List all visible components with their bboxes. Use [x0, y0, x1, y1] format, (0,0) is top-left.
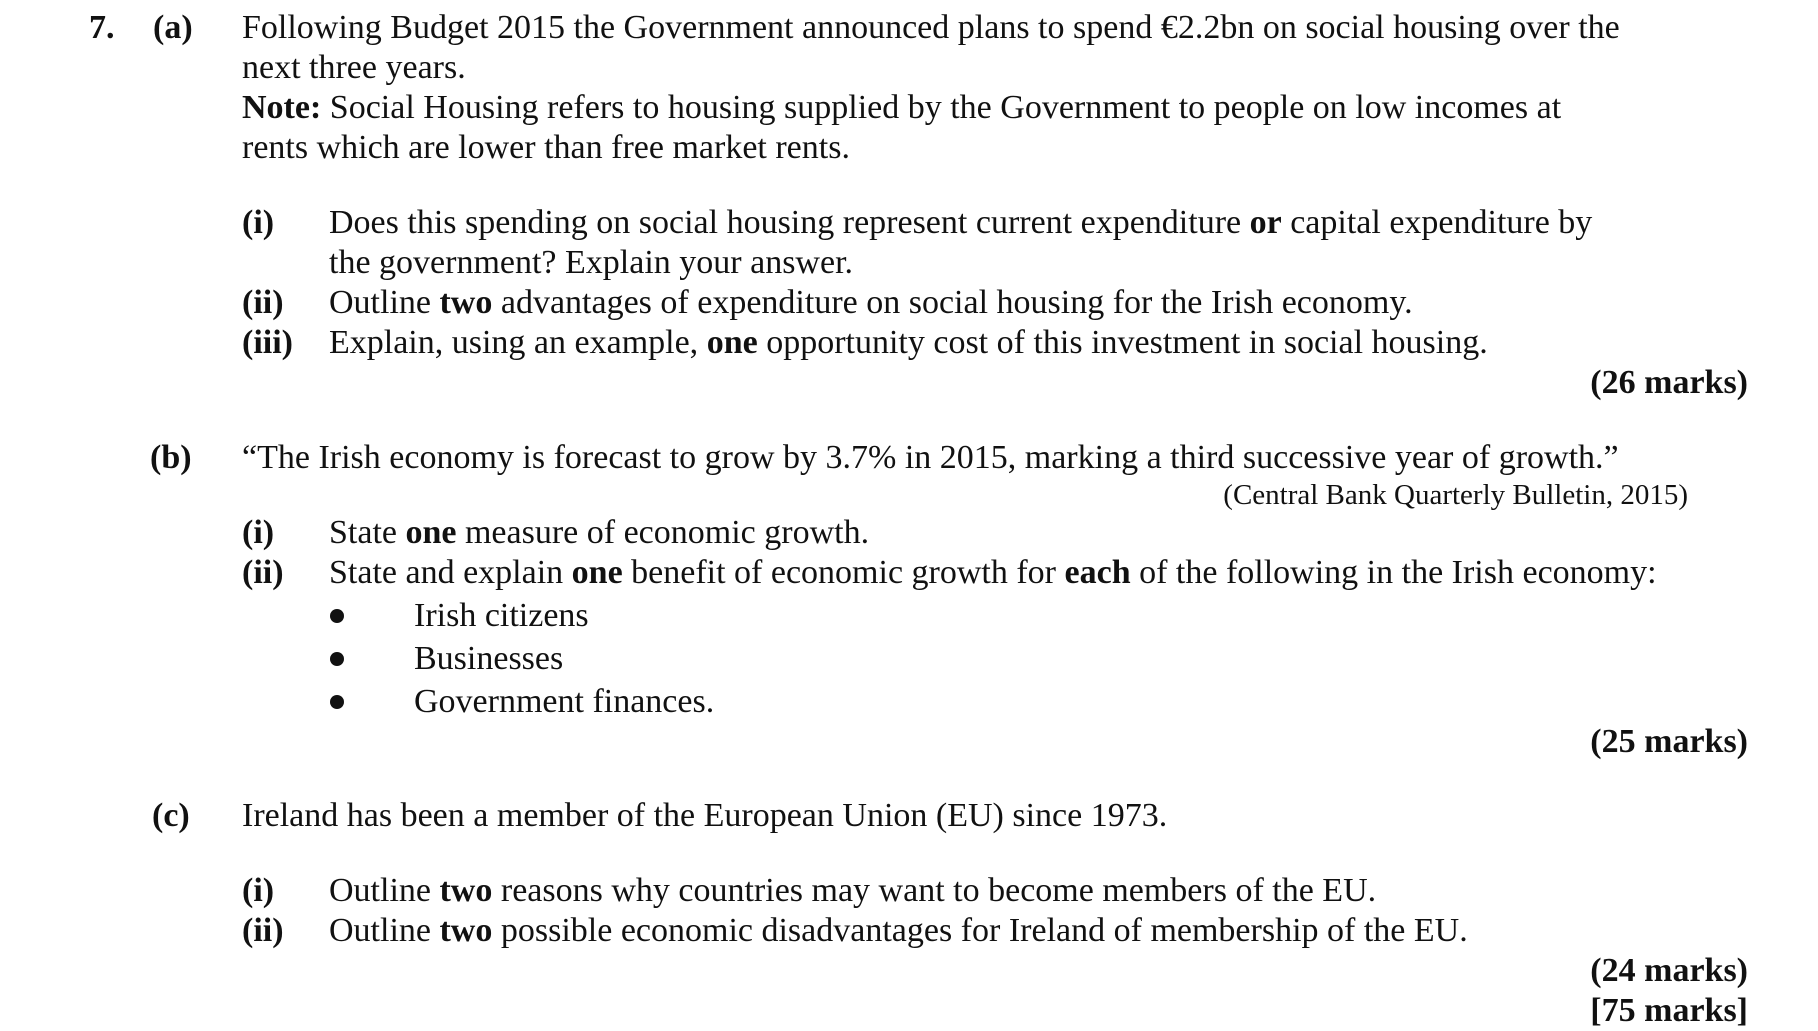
part-a-label: (a) [153, 9, 193, 46]
part-b-bullet-2: Businesses [414, 640, 564, 677]
part-b-sub-i-label: (i) [242, 514, 275, 551]
part-a-sub-i-line-1: Does this spending on social housing represent current expenditure or capital expenditure by [329, 204, 1593, 241]
part-b-sub-ii-line-1: State and explain one benefit of economic growth for each of the following in the Irish economy: [329, 554, 1657, 591]
part-a-sub-iii-line-1: Explain, using an example, one opportunity cost of this investment in social housing. [329, 324, 1488, 361]
question-number: 7. [89, 9, 115, 46]
total-marks: [75 marks] [1590, 992, 1748, 1029]
part-c-intro: Ireland has been a member of the European Union (EU) since 1973. [242, 797, 1168, 834]
part-b-quote: “The Irish economy is forecast to grow by 3.7% in 2015, marking a third successive year of growth.” [242, 439, 1619, 476]
part-a-note-line-2: rents which are lower than free market rents. [242, 129, 850, 166]
part-a-marks: (26 marks) [1590, 364, 1748, 401]
part-c-sub-ii-line-1: Outline two possible economic disadvantages for Ireland of membership of the EU. [329, 912, 1468, 949]
part-b-label: (b) [150, 439, 192, 476]
part-a-intro-line-1: Following Budget 2015 the Government announced plans to spend €2.2bn on social housing over the [242, 9, 1620, 46]
part-a-sub-ii-line-1: Outline two advantages of expenditure on social housing for the Irish economy. [329, 284, 1413, 321]
part-a-sub-iii-label: (iii) [242, 324, 293, 361]
part-c-sub-i-label: (i) [242, 872, 275, 909]
part-b-source: (Central Bank Quarterly Bulletin, 2015) [1223, 479, 1688, 511]
part-a-sub-ii-label: (ii) [242, 284, 284, 321]
bullet-icon [330, 609, 344, 623]
part-a-intro-line-2: next three years. [242, 49, 466, 86]
part-b-bullet-1: Irish citizens [414, 597, 589, 634]
part-a-sub-i-line-2: the government? Explain your answer. [329, 244, 854, 281]
note-label: Note: [242, 89, 322, 126]
part-c-label: (c) [152, 797, 190, 834]
bullet-icon [330, 652, 344, 666]
part-c-marks: (24 marks) [1590, 952, 1748, 989]
bullet-icon [330, 695, 344, 709]
part-b-sub-i-line-1: State one measure of economic growth. [329, 514, 870, 551]
part-b-marks: (25 marks) [1590, 723, 1748, 760]
part-a-sub-i-label: (i) [242, 204, 275, 241]
part-c-sub-ii-label: (ii) [242, 912, 284, 949]
part-b-bullet-3: Government finances. [414, 683, 715, 720]
part-c-sub-i-line-1: Outline two reasons why countries may want to become members of the EU. [329, 872, 1377, 909]
part-a-note-line-1: Note: Social Housing refers to housing supplied by the Government to people on low incomes at [242, 89, 1562, 126]
part-b-sub-ii-label: (ii) [242, 554, 284, 591]
